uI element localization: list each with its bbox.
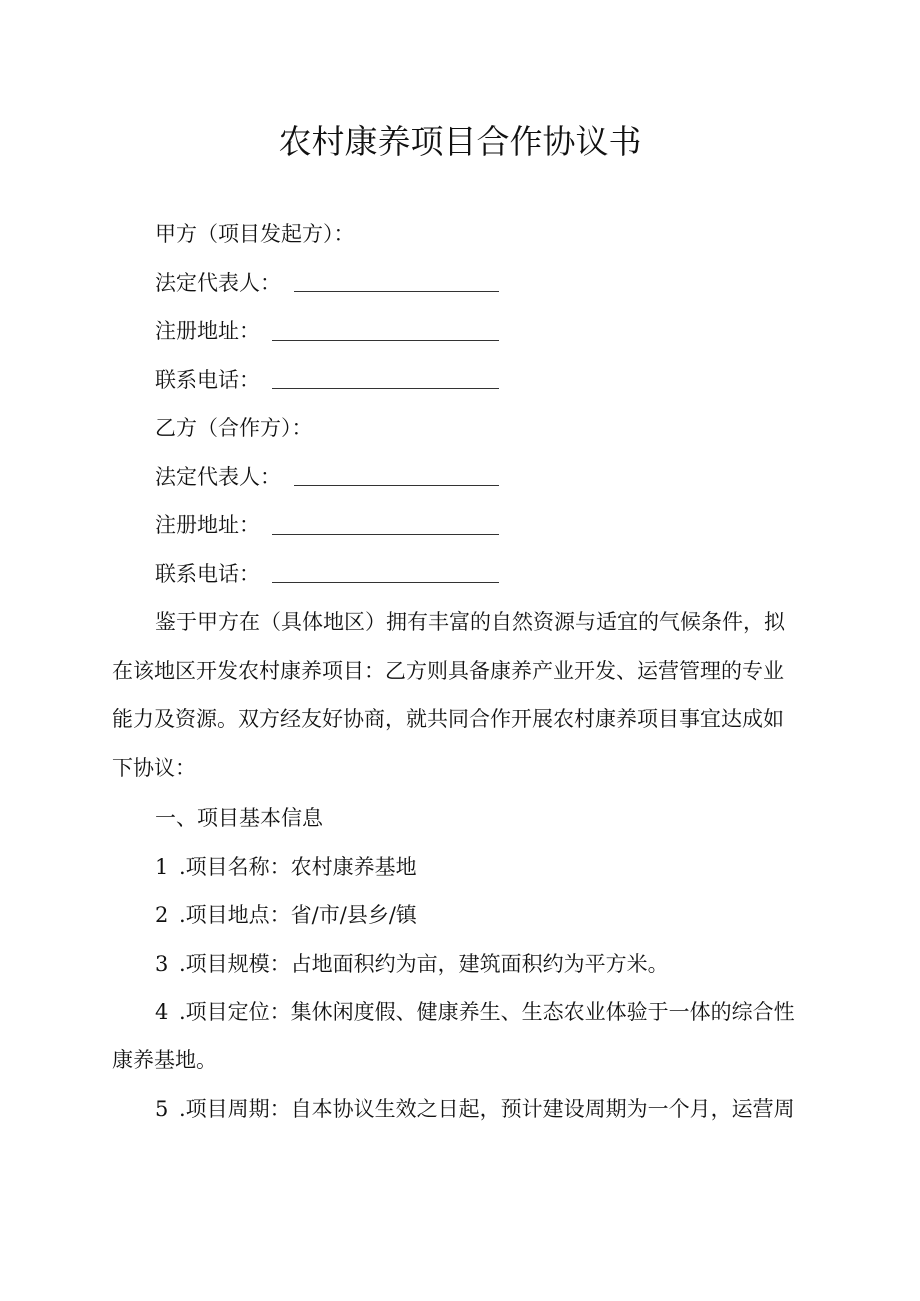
party-b-legal-rep-blank [294, 485, 499, 486]
party-a-heading: 甲方（项目发起方）： [155, 222, 355, 246]
item-number: 5 [155, 1097, 169, 1121]
party-b-legal-rep-label: 法定代表人： [155, 465, 281, 489]
party-a-legal-rep-blank [294, 291, 499, 292]
party-b-heading: 乙方（合作方）： [155, 416, 313, 440]
party-a-phone-label: 联系电话： [155, 368, 260, 392]
party-a-address-label: 注册地址： [155, 319, 260, 343]
item-text: .项目定位：集休闲度假、健康养生、生态农业体验于一体的综合性 [179, 1000, 795, 1024]
item-number: 4 [155, 1000, 169, 1024]
preamble-line: 在该地区开发农村康养项目：乙方则具备康养产业开发、运营管理的专业 [112, 658, 784, 683]
section-1-item [155, 997, 795, 1027]
item-text: .项目周期：自本协议生效之日起，预计建设周期为一个月，运营周 [179, 1097, 795, 1121]
party-a-phone-blank [272, 388, 499, 389]
document-title: 农村康养项目合作协议书 [278, 122, 642, 161]
party-b-address-label: 注册地址： [155, 513, 260, 537]
party-a-legal-rep-label: 法定代表人： [155, 271, 281, 295]
party-b-phone-blank [272, 582, 499, 583]
item-number: 3 [155, 952, 169, 976]
preamble-line: 下协议： [112, 755, 196, 780]
preamble-paragraph [112, 598, 812, 792]
preamble-line: 能力及资源。双方经友好协商，就共同合作开展农村康养项目事宜达成如 [112, 707, 784, 731]
party-a-address-blank [272, 340, 499, 341]
section-1-item-continuation: 康养基地。 [112, 1048, 217, 1072]
party-b-address-blank [272, 534, 499, 535]
preamble-line: 鉴于甲方在（具体地区）拥有丰富的自然资源与适宜的气候条件，拟 [155, 610, 785, 634]
section-1-item [155, 949, 669, 979]
party-b-phone-label: 联系电话： [155, 562, 260, 586]
item-text: .项目地点：省/市/县乡/镇 [179, 903, 417, 927]
section-1-item [155, 852, 417, 882]
item-number: 2 [155, 903, 169, 927]
section-1-heading: 一、项目基本信息 [155, 806, 323, 830]
item-number: 1 [155, 855, 169, 879]
item-text: .项目规模：占地面积约为亩，建筑面积约为平方米。 [179, 952, 669, 976]
item-text: .项目名称：农村康养基地 [179, 855, 417, 879]
section-1-item [155, 1094, 795, 1124]
section-1-item [155, 900, 417, 930]
